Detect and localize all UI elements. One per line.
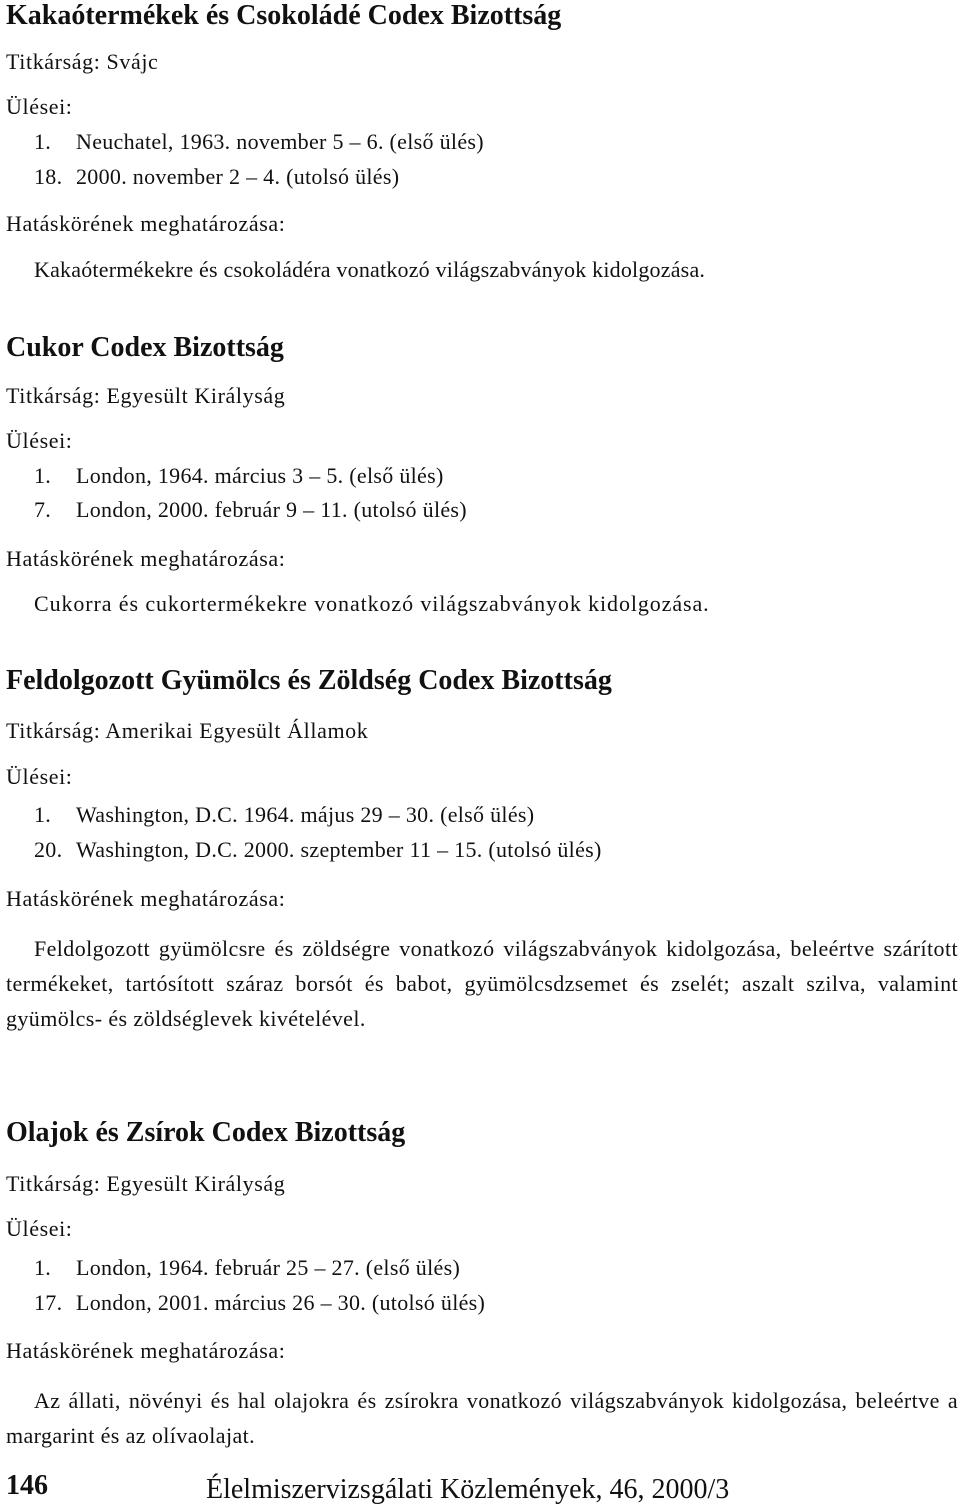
session-number: 1.: [34, 129, 52, 154]
secretariat: Titkárság: Egyesült Királyság: [6, 383, 286, 408]
secretariat: Titkárság: Egyesült Királyság: [6, 1171, 286, 1196]
scope-label: Hatáskörének meghatározása:: [6, 886, 286, 911]
session-item: [34, 802, 534, 828]
secretariat: Titkárság: Amerikai Egyesült Államok: [6, 718, 369, 743]
session-item: [34, 463, 444, 489]
session-item: [34, 164, 399, 190]
scope-text: Kakaótermékekre és csokoládéra vonatkozó világszabványok kidolgozása.: [34, 257, 706, 282]
scope-label: Hatáskörének meghatározása:: [6, 211, 286, 236]
section-title: Kakaótermékek és Csokoládé Codex Bizottság: [6, 0, 562, 31]
section-title: Olajok és Zsírok Codex Bizottság: [6, 1117, 406, 1148]
session-text: Washington, D.C. 1964. május 29 – 30. (első ülés): [76, 802, 535, 827]
session-text: London, 1964. február 25 – 27. (első ülés): [76, 1255, 461, 1280]
session-text: London, 2001. március 26 – 30. (utolsó ülés): [76, 1290, 486, 1315]
session-item: [34, 129, 484, 155]
session-text: London, 2000. február 9 – 11. (utolsó ülés): [76, 497, 467, 522]
sessions-label: Ülései:: [6, 94, 73, 119]
session-number: 1.: [34, 802, 52, 827]
session-number: 7.: [34, 497, 52, 522]
sessions-label: Ülései:: [6, 428, 73, 453]
scope-text: Cukorra és cukortermékekre vonatkozó világszabványok kidolgozása.: [34, 591, 710, 616]
journal-citation: Élelmiszervizsgálati Közlemények, 46, 2000/3: [206, 1474, 730, 1505]
scope-label: Hatáskörének meghatározása:: [6, 1338, 286, 1363]
session-number: 1.: [34, 463, 52, 488]
session-text: Washington, D.C. 2000. szeptember 11 – 15. (utolsó ülés): [76, 837, 602, 862]
page-number: 146: [6, 1470, 48, 1501]
session-item: [34, 497, 467, 523]
session-item: [34, 1255, 460, 1281]
session-number: 18.: [34, 164, 63, 189]
section-title: Cukor Codex Bizottság: [6, 332, 284, 363]
scope-text: Feldolgozott gyümölcsre és zöldségre vonatkozó világszabványok kidolgozása, beleértve szárított termékeket, tartósított száraz borsót és babot, gyümölcsdzsemet és zselét; aszalt szilva, valamint gyümölcs- és zöldséglevek kivételével.: [6, 936, 958, 1031]
session-number: 17.: [34, 1290, 63, 1315]
session-item: [34, 1290, 485, 1316]
session-text: London, 1964. március 3 – 5. (első ülés): [76, 463, 444, 488]
session-text: 2000. november 2 – 4. (utolsó ülés): [76, 164, 400, 189]
session-text: Neuchatel, 1963. november 5 – 6. (első ülés): [76, 129, 484, 154]
scope-text: Az állati, növényi és hal olajokra és zsírokra vonatkozó világszabványok kidolgozása, beleértve a margarint és az olívaolajat.: [6, 1388, 958, 1448]
secretariat: Titkárság: Svájc: [6, 49, 159, 74]
sessions-label: Ülései:: [6, 1216, 73, 1241]
section-title: Feldolgozott Gyümölcs és Zöldség Codex Bizottság: [6, 665, 612, 696]
session-number: 1.: [34, 1255, 52, 1280]
session-number: 20.: [34, 837, 63, 862]
sessions-label: Ülései:: [6, 764, 73, 789]
session-item: [34, 837, 602, 863]
scope-label: Hatáskörének meghatározása:: [6, 546, 286, 571]
